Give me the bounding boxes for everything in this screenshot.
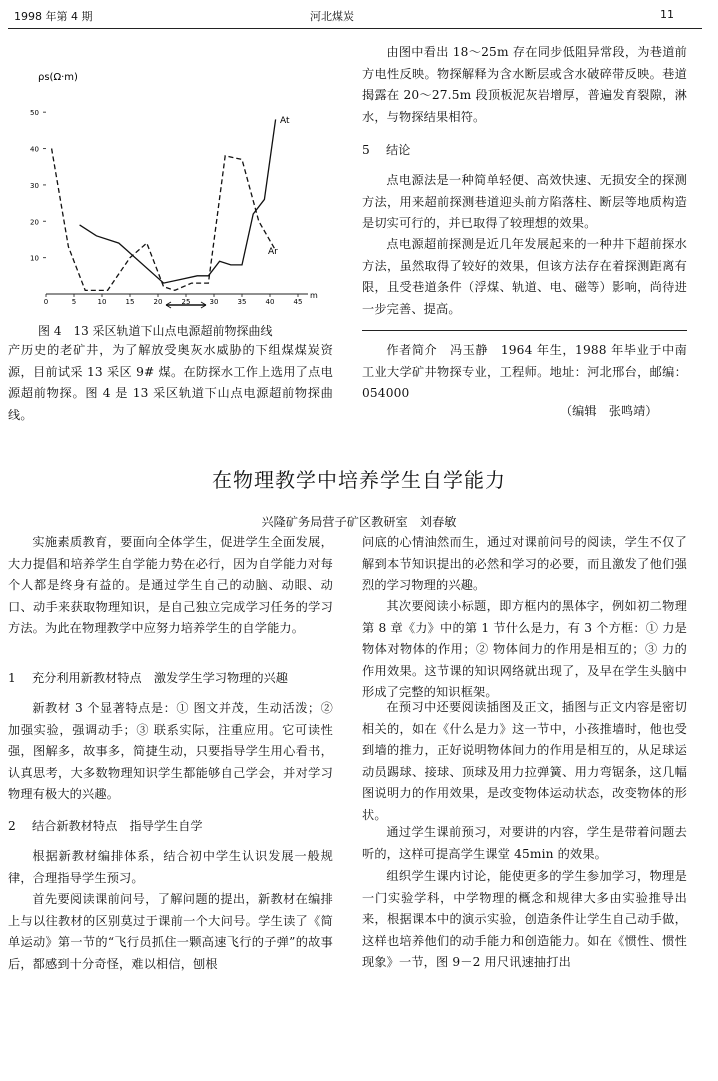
section-5-number: 5 — [362, 143, 370, 157]
x-tick-label: 10 — [97, 298, 107, 306]
article-right-paragraph-2: 其次要阅读小标题，即方框内的黑体字，例如初二物理第 8 章《力》中的第 1 节什么是力，有 3 个方框：① 力是物体对物体的作用；② 物体间力的作用是相互的；③ 力的作用效果。这节课的知识网络就出现了，及早在学生头脑中形成了完整的知识框架。 — [362, 599, 687, 699]
section-5-heading — [362, 140, 410, 162]
section-1-title: 充分利用新教材特点 激发学生学习物理的兴趣 — [32, 671, 288, 685]
x-tick-label: 15 — [125, 298, 135, 306]
chart-ylabel: ρs(Ω·m) — [38, 72, 78, 83]
conclusion-paragraph-2: 点电源超前探测是近几年发展起来的一种井下超前探水方法，虽然取得了较好的效果，但该方法存在着探测距离有限，且受巷道条件（浮煤、轨道、电、磁等）影响，尚待进一步完善、提高。 — [362, 237, 687, 316]
section-1-number: 1 — [8, 671, 16, 685]
right-paragraph-result: 由图中看出 18～25m 存在同步低阻异常段，为巷道前方电性反映。物探解释为含水断层或含水破碎带反映。巷道揭露在 20～27.5m 段顶板泥灰岩增厚，普遍发育裂隙，淋水，与物探结果相符。 — [362, 45, 687, 124]
article-right-paragraph-1: 问底的心情油然而生，通过对课前问号的阅读，学生不仅了解到本节知识提出的必然和学习的必要，而且激发了他们强烈的学习物理的兴趣。 — [362, 535, 687, 592]
article-left-paragraph-1: 实施素质教育，要面向全体学生，促进学生全面发展，大力提倡和培养学生自学能力势在必行，因为自学能力对每个人都是终身有益的。是通过学生自己的动脑、动眼、动口、动手来获取物理知识，是自己独立完成学习任务的学习方法。为此在物理教学中应努力培养学生的自学能力。 — [8, 535, 333, 635]
x-tick-label: 20 — [153, 298, 163, 306]
series-line-at — [80, 119, 276, 283]
x-tick-label: 5 — [71, 298, 77, 306]
x-tick-label: 25 — [181, 298, 191, 306]
left-continuation-paragraph: 产历史的老矿井，为了解放受奥灰水威胁的下组煤煤炭资源，目前试采 13 采区 9# 煤。在防探水工作上选用了点电源超前物探。图 4 是 13 采区轨道下山点电源超前物探曲线。 — [8, 343, 333, 422]
conclusion-paragraph-1: 点电源法是一种简单轻便、高效快速、无损安全的探测方法，用来超前探测巷道迎头前方陷落柱、断层等地质构造是切实可行的，并已取得了较理想的效果。 — [362, 173, 687, 230]
y-tick-label: 50 — [30, 109, 39, 118]
editor-note: （编辑 张鸣靖） — [560, 404, 658, 418]
y-tick-label: 30 — [30, 181, 39, 190]
series-label-ar: Ar — [268, 247, 278, 257]
x-tick-label: 45 — [293, 298, 303, 306]
bio-rule — [362, 330, 687, 331]
x-tick-label: 40 — [265, 298, 275, 306]
header-rule — [8, 28, 702, 29]
x-tick-label: 35 — [237, 298, 247, 306]
x-tick-label: 30 — [209, 298, 219, 306]
article-right-paragraph-5: 组织学生课内讨论，能使更多的学生参加学习，物理是一门实验学科，中学物理的概念和规律大多由实验推导出来，根据课本中的演示实验，创造条件让学生自己动手做，这样也培养他们的动手能力和创造能力。如在《惯性、惯性现象》一节，图 9－2 用尺讯速抽打出 — [362, 869, 687, 969]
article-title: 在物理教学中培养学生自学能力 — [212, 468, 506, 492]
article-author: 兴隆矿务局营子矿区教研室 刘春敏 — [261, 515, 457, 529]
article-left-paragraph-2: 新教材 3 个显著特点是：① 图文并茂，生动活泼；② 加强实验，强调动手；③ 联系实际，注重应用。它可读性强，图解多，故事多，简捷生动，只要指导学生用心看书，认真思考，大多数物理知识学生都能够自己学会，并对学习物理有极大的兴趣。 — [8, 701, 333, 801]
section-2-title: 结合新教材特点 指导学生自学 — [32, 819, 203, 833]
x-unit-label: m — [310, 291, 318, 300]
y-tick-labels — [30, 109, 46, 262]
article-left-paragraph-4: 首先要阅读课前问号，了解问题的提出，新教材在编排上与以往教材的区别莫过于课前一个大问号。学生读了《简单运动》第一节的“飞行员抓住一颗高速飞行的子弹”的故事后，都感到十分奇怪，难以相信，刨根 — [8, 892, 333, 971]
section-2-heading — [8, 816, 203, 838]
x-tick-labels — [44, 294, 303, 306]
header-journal: 河北煤炭 — [310, 10, 354, 23]
section-2-number: 2 — [8, 819, 16, 833]
author-bio: 作者简介 冯玉静 1964 年生，1988 年毕业于中南工业大学矿井物探专业，工程师。地址：河北邢台，邮编：054000 — [362, 343, 687, 400]
figure-4-chart — [16, 58, 328, 314]
article-right-paragraph-3: 在预习中还要阅读插图及正文，插图与正文内容是密切相关的，如在《什么是力》这一节中，小孩推墙时，他也受到墙的推力，正好说明物体间力的作用是相互的，从足球运动员踢球、接球、顶球及用力拉弹簧、用力弯锯条，这几幅图说明力的作用效果，是改变物体运动状态，改变物体的形状。 — [362, 700, 687, 822]
article-right-paragraph-4: 通过学生课前预习，对要讲的内容，学生是带着问题去听的，这样可提高学生课堂 45min 的效果。 — [362, 825, 687, 861]
y-tick-label: 10 — [30, 254, 39, 263]
x-tick-label: 0 — [43, 298, 49, 306]
y-tick-label: 40 — [30, 145, 39, 154]
y-tick-label: 20 — [30, 218, 39, 227]
header-page-number: 11 — [660, 8, 674, 21]
article-left-paragraph-3: 根据新教材编排体系，结合初中学生认识发展一般规律，合理指导学生预习。 — [8, 849, 333, 885]
series-label-at: At — [280, 116, 290, 126]
section-5-title: 结论 — [386, 143, 411, 157]
series-line-ar — [52, 149, 276, 291]
header-issue: 1998 年第 4 期 — [14, 10, 93, 23]
section-1-heading — [8, 668, 288, 690]
figure-caption: 图 4 13 采区轨道下山点电源超前物探曲线 — [38, 324, 273, 338]
plot-area — [52, 119, 276, 290]
